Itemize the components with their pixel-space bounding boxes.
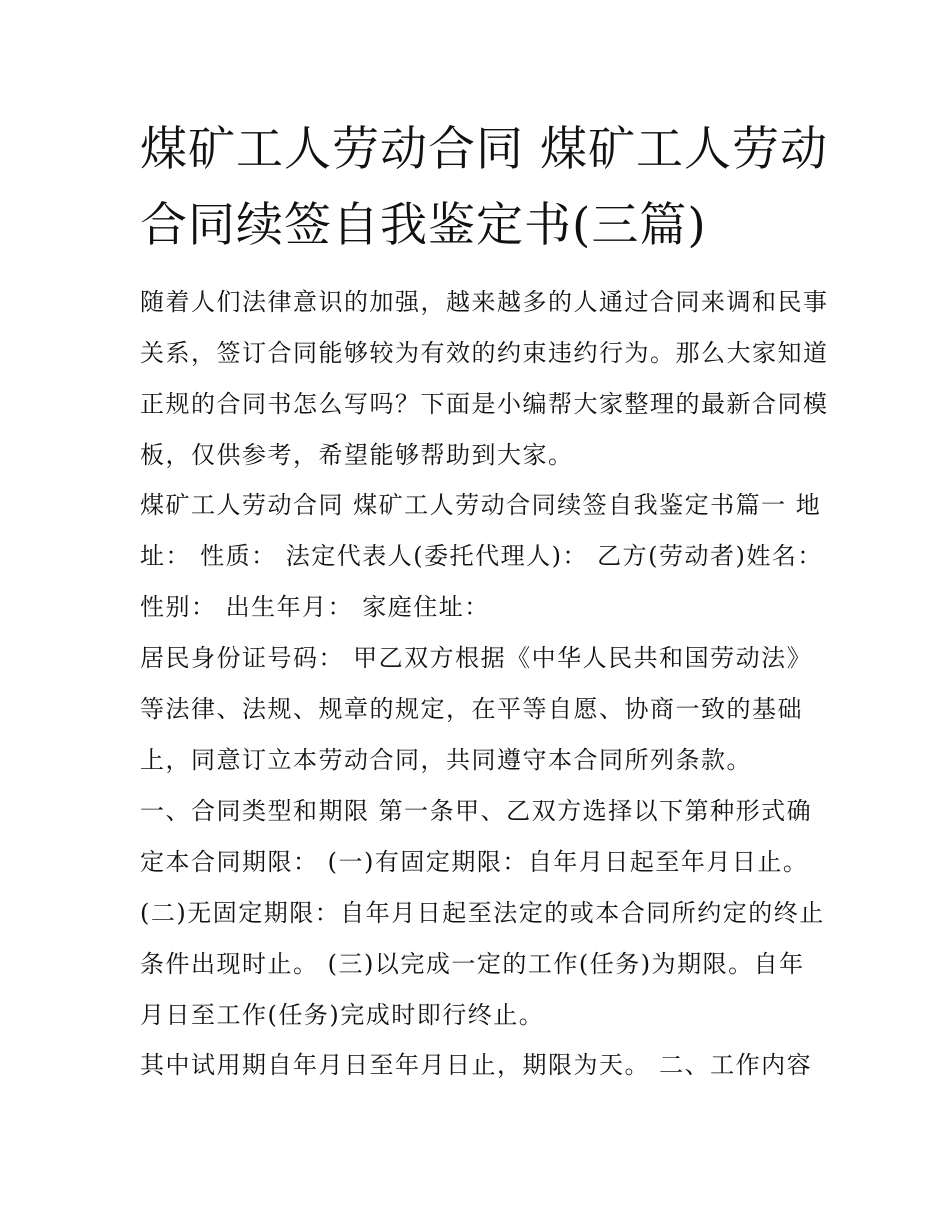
intro-paragraph: 随着人们法律意识的加强，越来越多的人通过合同来调和民事关系，签订合同能够较为有效的约束违约行为。那么大家知道正规的合同书怎么写吗？下面是小编帮大家整理的最新合同模板，仅供参考，希望能够帮助到大家。 xyxy=(140,288,829,469)
document-title: 煤矿工人劳动合同 煤矿工人劳动合同续签自我鉴定书(三篇) xyxy=(140,122,828,253)
contract-term-paragraph: 一、合同类型和期限 第一条甲、乙双方选择以下第种形式确定本合同期限： (一)有固定期限：自年月日起至年月日止。 (二)无固定期限：自年月日起至法定的或本合同所约定的终止条件出现时止。 (三)以完成一定的工作(任务)为期限。自年月日至工作(任务)完成时即行终止。 xyxy=(140,797,825,1029)
agreement-basis-paragraph: 居民身份证号码： 甲乙双方根据《中华人民共和国劳动法》等法律、法规、规章的规定，在平等自愿、协商一致的基础上，同意订立本劳动合同，共同遵守本合同所列条款。 xyxy=(140,644,813,774)
party-info-paragraph: 煤矿工人劳动合同 煤矿工人劳动合同续签自我鉴定书篇一 地址： 性质： 法定代表人(委托代理人)： 乙方(劳动者)姓名： 性别： 出生年月： 家庭住址： xyxy=(140,491,823,621)
probation-paragraph: 其中试用期自年月日至年月日止，期限为天。 二、工作内容 xyxy=(140,1051,813,1079)
